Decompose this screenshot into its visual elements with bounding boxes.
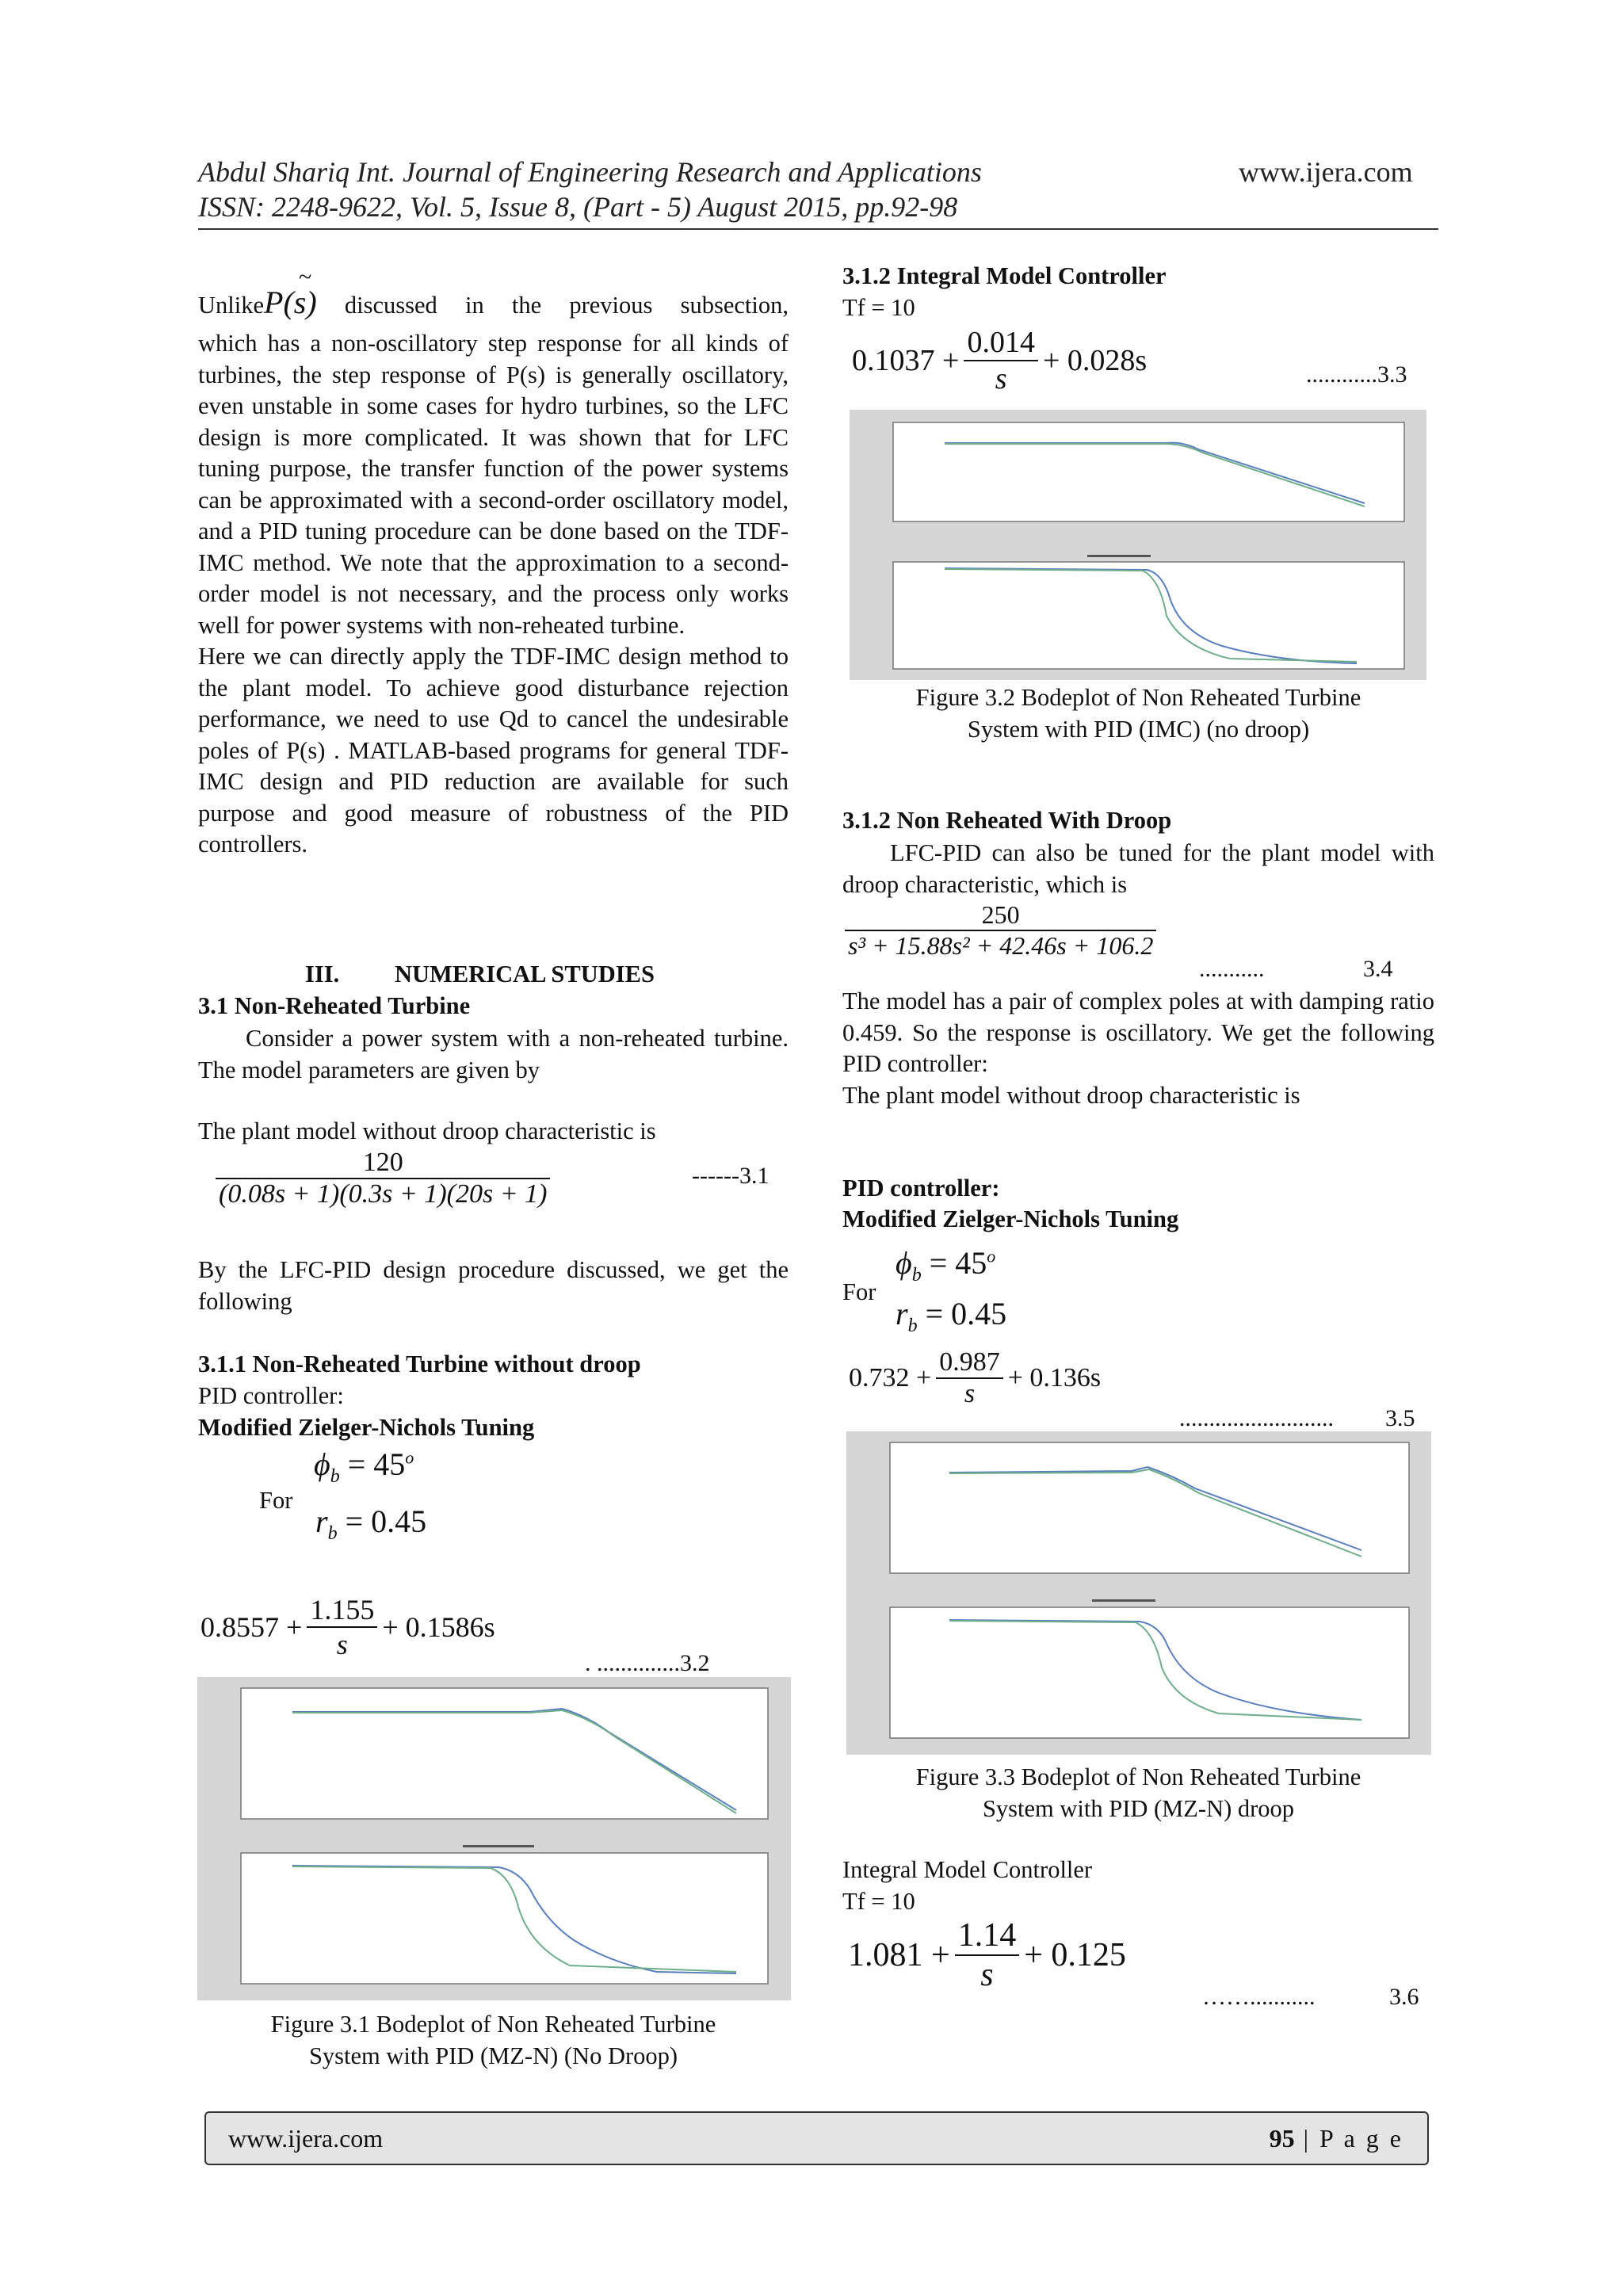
equation-3-6-dots: ……........... <box>1202 1984 1316 2010</box>
subsection-3-1-2-imc: 3.1.2 Integral Model Controller <box>842 262 1167 289</box>
phi-b-equation-right: $\phi_b = 45^o$ <box>896 1245 996 1286</box>
left-body-text <box>198 328 789 861</box>
figure-3-1-bodeplot <box>197 1677 791 2000</box>
figure-3-3-caption: Figure 3.3 Bodeplot of Non Reheated Turbine System with PID (MZ-N) droop <box>915 1763 1361 1822</box>
paragraph-6: LFC-PID can also be tuned for the plant model with droop characteristic, which is <box>842 839 1434 898</box>
paragraph-4: The plant model without droop characteristic is <box>198 1117 656 1144</box>
mzn-tuning-label: Modified Zielger-Nichols Tuning <box>198 1414 535 1441</box>
r-b-equation: $r_b = 0.45$ <box>315 1503 427 1544</box>
equation-3-4-label: 3.4 <box>1363 956 1393 982</box>
subsection-3-1: 3.1 Non-Reheated Turbine <box>198 992 471 1019</box>
tilde-mark: ~ <box>299 264 312 290</box>
intro-line <box>198 287 789 322</box>
figure-3-2-caption: Figure 3.2 Bodeplot of Non Reheated Turbine System with PID (IMC) (no droop) <box>915 684 1361 743</box>
equation-3-5-label: 3.5 <box>1385 1405 1415 1431</box>
pid-controller-label: PID controller: <box>198 1382 344 1409</box>
subsection-3-1-2-droop: 3.1.2 Non Reheated With Droop <box>842 807 1172 834</box>
equation-3-6: 1.081 + $\frac{1.14}{s}$ + 0.125 <box>848 1917 1126 1993</box>
equation-3-6-label: 3.6 <box>1389 1984 1419 2010</box>
mzn-tuning-label-right: Modified Zielger-Nichols Tuning <box>842 1205 1179 1232</box>
equation-3-2-label: . ..............3.2 <box>585 1650 710 1676</box>
p-symbol: P(s) <box>264 285 317 320</box>
issn-line: ISSN: 2248-9622, Vol. 5, Issue 8, (Part - 5) August 2015, pp.92-98 <box>198 191 958 223</box>
paragraph-5: By the LFC-PID design procedure discussed, we get the following <box>198 1256 789 1315</box>
section-title: NUMERICAL STUDIES <box>395 961 655 988</box>
header-rule <box>198 228 1438 230</box>
for-label-right: For <box>842 1278 876 1305</box>
figure-3-2-bodeplot <box>850 410 1426 680</box>
r-b-equation-right: $r_b = 0.45$ <box>896 1296 1007 1336</box>
header-url[interactable]: www.ijera.com <box>1239 156 1413 188</box>
integral-model-controller-label: Integral Model Controller <box>842 1856 1093 1883</box>
figure-3-1-caption: Figure 3.1 Bodeplot of Non Reheated Turbine System with PID (MZ-N) (No Droop) <box>270 2011 716 2069</box>
section-number: III. <box>305 961 340 988</box>
tf-value-2: Tf = 10 <box>842 1888 915 1915</box>
equation-3-1-label: ------3.1 <box>692 1163 769 1189</box>
equation-3-2: 0.8557 + $\frac{1.155}{s}$ + 0.1586s <box>200 1594 495 1660</box>
equation-3-5-dots: .......................... <box>1179 1405 1334 1431</box>
equation-3-3-label: ............3.3 <box>1306 361 1407 388</box>
for-label: For <box>259 1487 293 1514</box>
equation-3-4-dots: ........... <box>1199 956 1265 982</box>
paragraph-3: Consider a power system with a non-reheated turbine. The model parameters are given by <box>198 1025 789 1083</box>
equation-3-4: $\frac{250}{\text{s³ + 15.88s² + 42.46s + 106.2}}$ <box>845 900 1156 961</box>
equation-3-1: $\frac{120}{(0.08s + 1)(0.3s + 1)(20s + 1)}$ <box>211 1148 555 1209</box>
paragraph-7: The model has a pair of complex poles at with damping ratio 0.459. So the response is oscillatory. We get the following PID controller: The plant model without droop characteristic is <box>842 988 1434 1109</box>
equation-3-5: 0.732 + $\frac{0.987}{s}$ + 0.136s <box>849 1347 1102 1408</box>
paragraph-1: which has a non-oscillatory step response for all kinds of turbines, the step response of P(s) is generally oscillatory, even unstable in some cases for hydro turbines, so the LFC design is more complicated. It was shown that for LFC tuning purpose, the transfer function of the power systems can be approximated with a second-order oscillatory model, and a PID tuning procedure can be done based on the TDF-IMC method. We note that the approximation to a second-order model is not necessary, and the process only works well for power systems with non-reheated turbine. <box>198 330 789 639</box>
journal-title: Abdul Shariq Int. Journal of Engineering Research and Applications <box>198 156 982 188</box>
equation-3-3: 0.1037 + $\frac{0.014}{s}$ + 0.028s <box>852 326 1148 395</box>
page-footer <box>204 2111 1429 2165</box>
phi-b-equation: $\phi_b = 45^o$ <box>314 1446 414 1487</box>
tf-value-1: Tf = 10 <box>842 294 915 321</box>
footer-url[interactable]: www.ijera.com <box>228 2124 384 2153</box>
pid-controller-label-right: PID controller: <box>842 1175 1000 1201</box>
page-number: 95 | P a g e <box>1269 2124 1403 2153</box>
intro-word: Unlike <box>198 292 265 319</box>
figure-3-3-bodeplot <box>846 1431 1431 1755</box>
intro-rest: discussed in the previous subsection, <box>344 292 789 319</box>
paragraph-2: Here we can directly apply the TDF-IMC design method to the plant model. To achieve good disturbance rejection performance, we need to use Qd to cancel the undesirable poles of P(s) . MATLAB-based programs for general TDF-IMC design and PID reduction are available for such purpose and good measure of robustness of the PID controllers. <box>198 643 789 858</box>
subsection-3-1-1: 3.1.1 Non-Reheated Turbine without droop <box>198 1350 641 1377</box>
